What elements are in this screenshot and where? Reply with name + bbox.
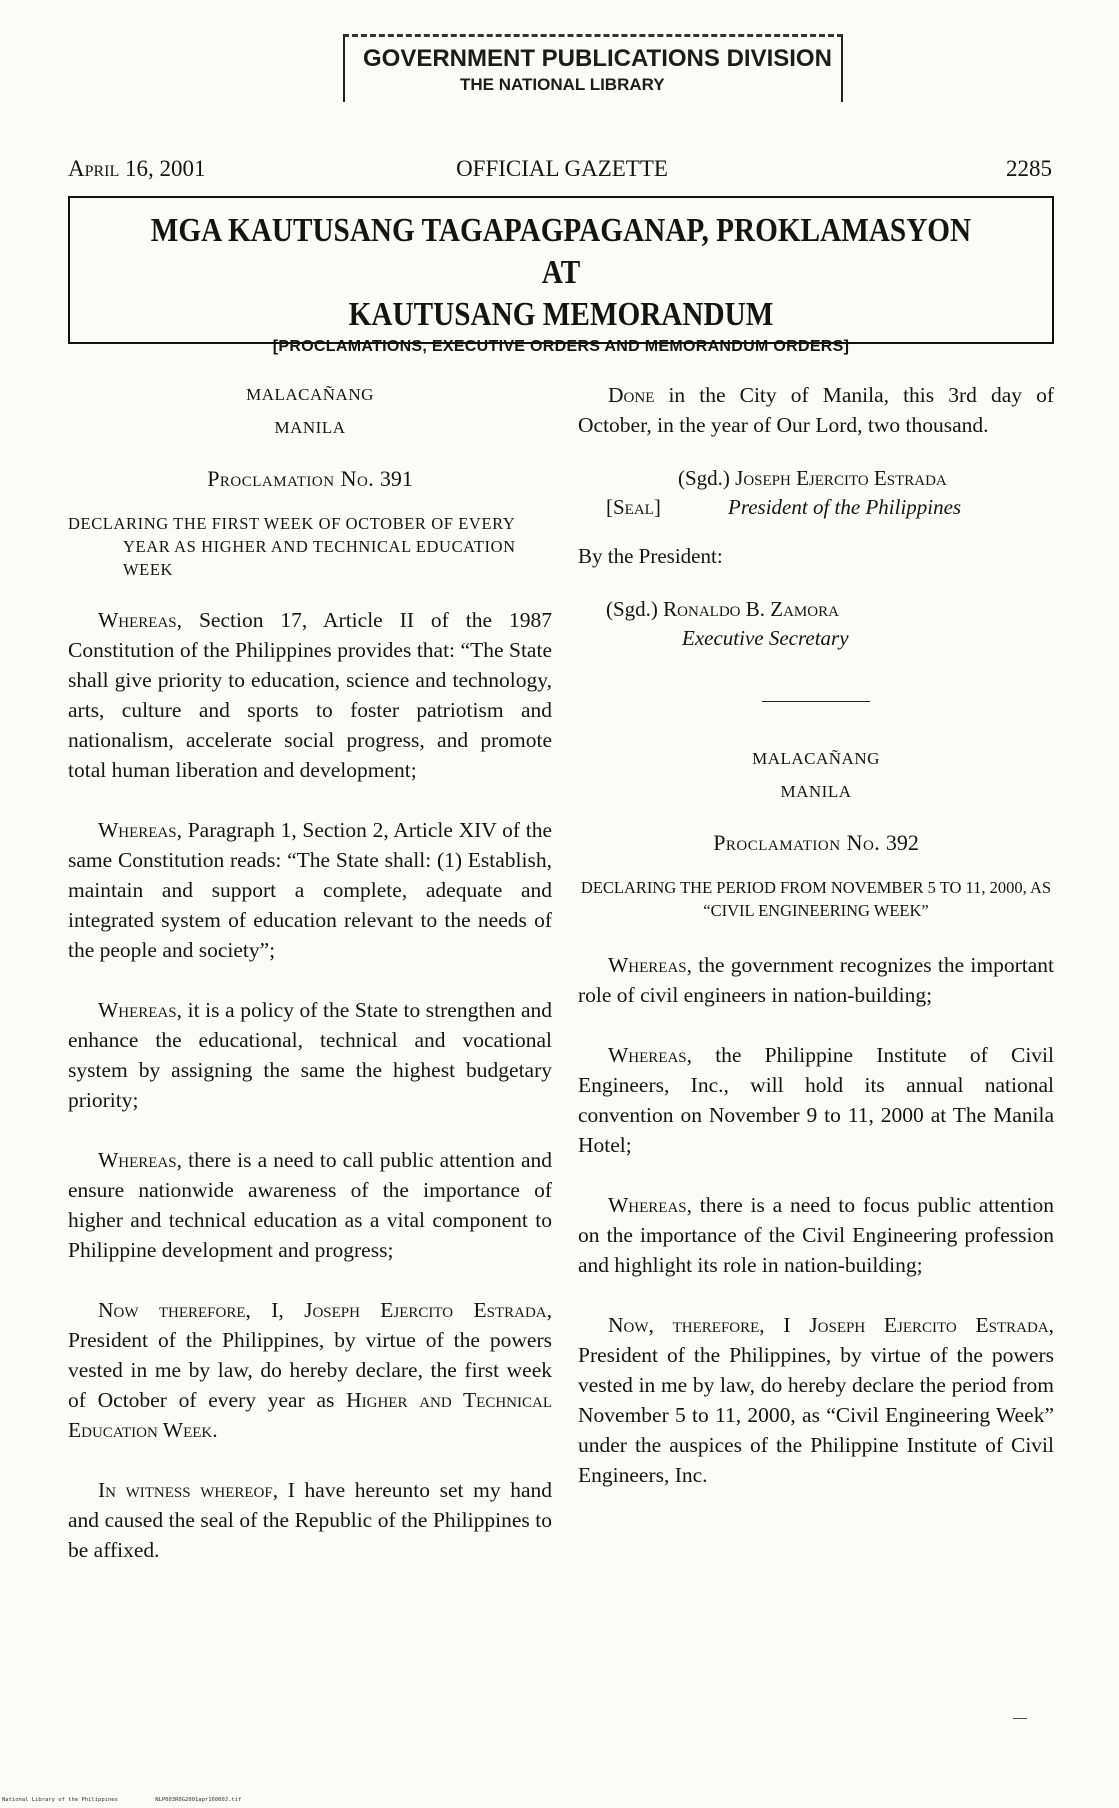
place-manila: MANILA: [274, 418, 346, 437]
whereas-word: Whereas: [98, 1148, 177, 1172]
proclamation-392-subject: DECLARING THE PERIOD FROM NOVEMBER 5 TO 11, 2000, AS “CIVIL ENGINEERING WEEK”: [580, 878, 1052, 920]
place-malacanang: MALACAÑANG: [752, 749, 880, 768]
footer-filename: NLP003R0G2001apr16000J.tif: [155, 1797, 242, 1803]
signature-line: [578, 464, 1054, 493]
paragraph-text: , it is a policy of the State to strengthen and enhance the educational, technical and vocational system by assigning the same the highest budgetary priority;: [68, 998, 552, 1112]
whereas-paragraph: [578, 1040, 1054, 1160]
proclamation-number: 391: [379, 466, 413, 491]
now-therefore-word: Now, therefore: [608, 1313, 760, 1337]
now-therefore-paragraph: [578, 1310, 1054, 1490]
right-column: [578, 380, 1054, 1520]
library-stamp: [343, 34, 843, 102]
whereas-word: Whereas: [608, 953, 687, 977]
stamp-line-2: THE NATIONAL LIBRARY: [460, 75, 665, 94]
page-mark: [1013, 1718, 1027, 1719]
proclamation-label: Proclamation No.: [713, 830, 881, 855]
president-name: Joseph Ejercito Estrada: [304, 1298, 547, 1322]
week-name: Higher and Technical Education Week: [68, 1388, 552, 1442]
secretary-title: Executive Secretary: [682, 626, 849, 650]
page-number: 2285: [1006, 156, 1052, 181]
whereas-word: Whereas: [608, 1043, 687, 1067]
left-column: [68, 378, 552, 1595]
paragraph-text: , I have hereunto set my hand and caused the seal of the Republic of the Philippines to be affixed.: [68, 1478, 552, 1562]
paragraph-text: , the government recognizes the important role of civil engineers in nation-building;: [578, 953, 1054, 1007]
place-heading: [68, 378, 552, 444]
paragraph-text: , Paragraph 1, Section 2, Article XIV of the same Constitution reads: “The State shall: (1) Establish, maintain and support a complete, adequate and integrated system of education relevant to the needs of the people and society”;: [68, 818, 552, 962]
whereas-paragraph: [68, 815, 552, 965]
secretary-name: Ronaldo B. Zamora: [663, 597, 839, 621]
proclamation-391-heading: [68, 466, 552, 492]
whereas-word: Whereas: [98, 818, 177, 842]
whereas-word: Whereas: [608, 1193, 687, 1217]
place-malacanang: MALACAÑANG: [246, 385, 374, 404]
paragraph-text: , there is a need to focus public attention on the importance of the Civil Engineering profession and highlight its role in nation-building;: [578, 1193, 1054, 1277]
whereas-paragraph: [68, 605, 552, 785]
paragraph-text: , I,: [245, 1298, 305, 1322]
now-therefore-word: Now therefore: [98, 1298, 246, 1322]
place-heading: [578, 742, 1054, 808]
paragraph-end: .: [212, 1418, 218, 1442]
whereas-paragraph: [68, 1145, 552, 1265]
proclamation-number: 392: [885, 830, 919, 855]
section-title-line-1: MGA KAUTUSANG TAGAPAGPAGANAP, PROKLAMASYON AT: [150, 212, 972, 291]
by-the-president: By the President:: [578, 544, 723, 568]
publication-title: OFFICIAL GAZETTE: [456, 156, 668, 181]
paragraph-text: , President of the Philippines, by virtue of the powers vested in me by law, do hereby declare, the first week of October of every year as: [68, 1298, 552, 1412]
done-word: Done: [608, 383, 655, 407]
paragraph-text: , President of the Philippines, by virtue of the powers vested in me by law, do hereby declare the period from November 5 to 11, 2000, as “Civil Engineering Week” under the auspices of the Philippine Institute of Civil Engineers, Inc.: [578, 1313, 1055, 1487]
paragraph-text: , I: [759, 1313, 810, 1337]
seal-label: [Seal]: [606, 495, 661, 519]
secretary-signature-line: [578, 595, 1054, 624]
section-title-line-2: KAUTUSANG MEMORANDUM: [348, 296, 774, 333]
now-therefore-paragraph: [68, 1295, 552, 1445]
signatory-name: Joseph Ejercito Estrada: [735, 466, 947, 490]
signatory-title-line: [578, 493, 1054, 522]
place-manila: MANILA: [780, 782, 852, 801]
whereas-paragraph: [578, 950, 1054, 1010]
section-title: [139, 210, 984, 336]
scan-footer: [2, 1797, 241, 1803]
paragraph-text: , Section 17, Article II of the 1987 Constitution of the Philippines provides that: “The State shall give priority to education, science and technology, arts, culture and sports to foster patriotism and nationalism, accelerate social progress, and promote total human liberation and development;: [68, 608, 552, 782]
whereas-word: Whereas: [98, 608, 177, 632]
sgd-label: (Sgd.): [606, 597, 664, 621]
section-subtitle: [PROCLAMATIONS, EXECUTIVE ORDERS AND MEMORANDUM ORDERS]: [272, 338, 850, 355]
sgd-label: (Sgd.): [678, 466, 736, 490]
paragraph-text: , there is a need to call public attention and ensure nationwide awareness of the importance of higher and technical education as a vital component to Philippine development and progress;: [68, 1148, 552, 1262]
president-name: Joseph Ejercito Estrada: [809, 1313, 1049, 1337]
done-paragraph: [578, 380, 1054, 440]
issue-date-day-year: 16, 2001: [119, 156, 206, 181]
section-divider: [762, 701, 870, 702]
witness-paragraph: [68, 1475, 552, 1565]
whereas-paragraph: [68, 995, 552, 1115]
stamp-line-1: GOVERNMENT PUBLICATIONS DIVISION: [363, 45, 832, 72]
whereas-word: Whereas: [98, 998, 177, 1022]
running-header: [68, 156, 1056, 186]
proclamation-392-heading: [578, 830, 1054, 856]
paragraph-text: , the Philippine Institute of Civil Engineers, Inc., will hold its annual national convention on November 9 to 11, 2000 at The Manila Hotel;: [578, 1043, 1054, 1157]
issue-date-month: April: [68, 156, 120, 181]
paragraph-text: in the City of Manila, this 3rd day of October, in the year of Our Lord, two thousand.: [578, 383, 1054, 437]
section-title-box: [68, 196, 1054, 355]
signatory-title: President of the Philippines: [728, 495, 962, 519]
proclamation-label: Proclamation No.: [207, 466, 375, 491]
footer-source: National Library of the Philippines: [2, 1797, 118, 1803]
whereas-paragraph: [578, 1190, 1054, 1280]
witness-word: In witness whereof: [98, 1478, 273, 1502]
proclamation-391-subject: DECLARING THE FIRST WEEK OF OCTOBER OF EVERY YEAR AS HIGHER AND TECHNICAL EDUCATION WEEK: [68, 514, 516, 579]
